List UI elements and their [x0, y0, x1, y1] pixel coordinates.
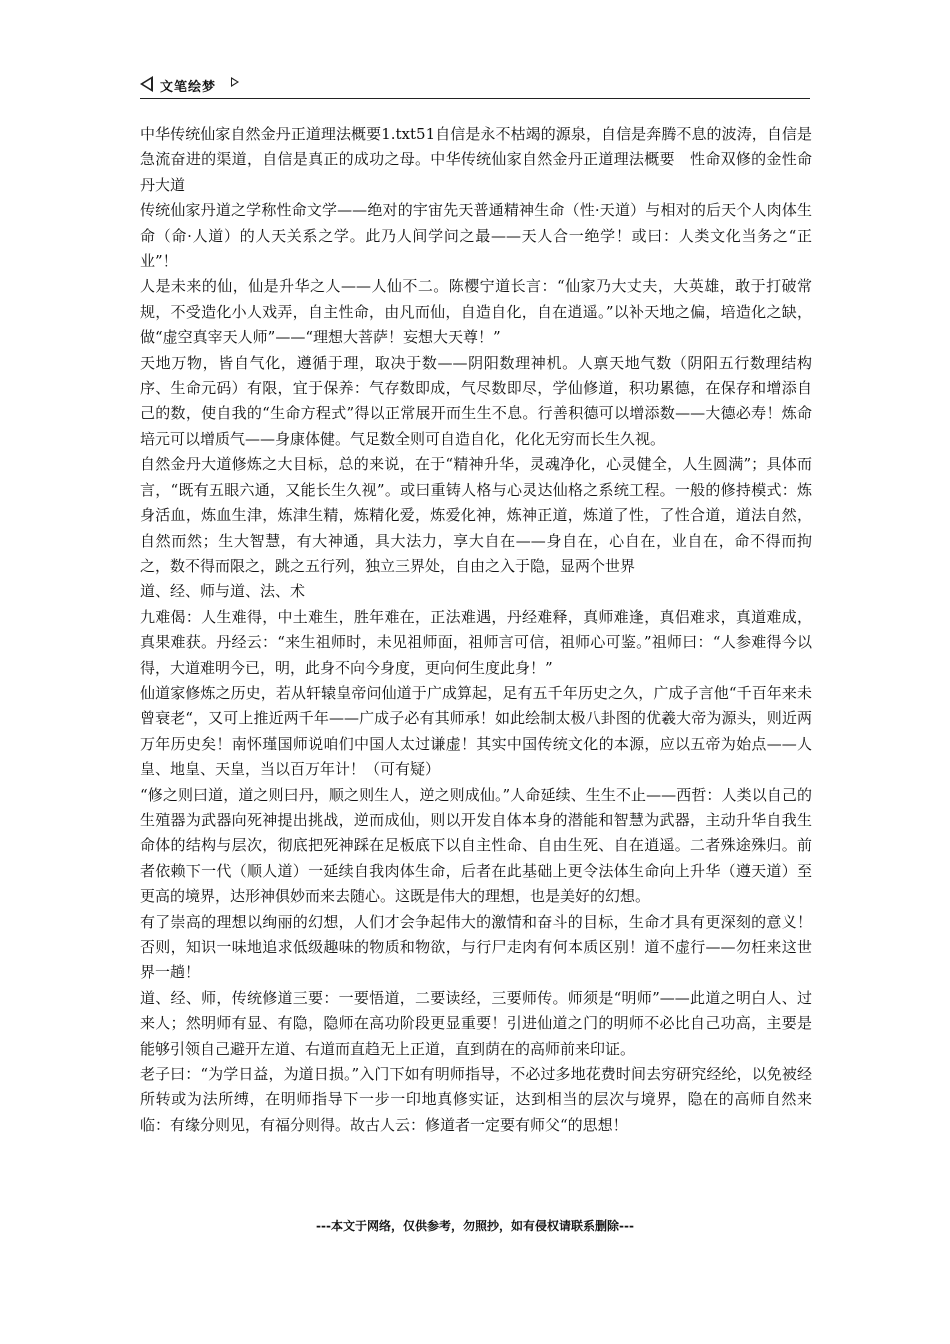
header-brand: 文笔绘梦 — [160, 80, 217, 95]
triangle-right-icon — [231, 77, 239, 87]
document-body — [140, 122, 812, 1138]
page-header — [140, 72, 810, 99]
paragraph: “修之则曰道，道之则曰丹，顺之则生人，逆之则成仙。”人命延续、生生不止——西哲：人类以自己的生殖器为武器向死神提出挑战，逆而成仙，则以开发自体本身的潜能和智慧为武器，主动升华自我生命体的结构与层次，彻底把死神踩在足板底下以自主性命、自由生死、自在逍遥。二者殊途殊归。前者依赖下一代（顺人道）一延续自我肉体生命，后者在此基础上更令法体生命向上升华（遵天道）至更高的境界，达形神俱妙而来去随心。这既是伟大的理想，也是美好的幻想。 — [140, 785, 812, 906]
paragraph: 仙道家修炼之历史，若从轩辕皇帝问仙道于广成算起，足有五千年历史之久，广成子言他“千百年来未曾衰老“，又可上推近两千年——广成子必有其师承！如此绘制太极八卦图的优羲大帝为源头，则近两万年历史矣！南怀瑾国师说咱们中国人太过谦虚！其实中国传统文化的本源，应以五帝为始点——人皇、地皇、天皇，当以百万年计！（可有疑） — [140, 683, 812, 779]
paragraph: 自然金丹大道修炼之大目标，总的来说，在于“精神升华，灵魂净化，心灵健全，人生圆满”；具体而言，“既有五眼六通，又能长生久视”。或曰重铸人格与心灵达仙格之系统工程。一般的修持模式：炼身活血，炼血生津，炼津生精，炼精化爱，炼爱化神，炼神正道，炼道了性，了性合道，道法自然，自然而然；生大智慧，有大神通，具大法力，享大自在——身自在，心自在，业自在，命不得而拘之，数不得而限之，跳之五行列，独立三界处，自由之入于隐，显两个世界 — [140, 455, 812, 575]
paragraph: 人是未来的仙，仙是升华之人——人仙不二。陈樱宁道长言：“仙家乃大丈夫，大英雄，敢于打破常规，不受造化小人戏弄，自主性命，由凡而仙，自造自化，自在逍遥。”以补天地之偏，培造化之缺，做“虚空真宰天人师”——“理想大菩萨！妄想大天尊！” — [140, 277, 812, 347]
paragraph: 天地万物，皆自气化，遵循于理，取决于数——阴阳数理神机。人禀天地气数（阴阳五行数理结构序、生命元码）有限，宜于保养：气存数即成，气尽数即尽，学仙修道，积功累德，在保存和增添自己的数，使自我的“生命方程式”得以正常展开而生生不息。行善积德可以增添数——大德必寿！炼命培元可以增质气——身康体健。气足数全则可自造自化，化化无穷而长生久视。 — [140, 353, 812, 448]
paragraph: 九难偈：人生难得，中土难生，胜年难在，正法难遇，丹经难释，真师难逢，真侣难求，真道难成，真果难获。丹经云：“来生祖师时，未见祖师面，祖师言可信，祖师心可鉴。”祖师曰：“人参难得今以得，大道难明今已，明，此身不向今身度，更向何生度此身！” — [140, 607, 812, 677]
paragraph: 道、经、师，传统修道三要：一要悟道，二要读经，三要师传。师须是“明师”——此道之明白人、过来人；然明师有显、有隐，隐师在高功阶段更显重要！引进仙道之门的明师不必比自己功高，主要是能够引领自己避开左道、右道而直趋无上正道，直到荫在的高师前来印证。 — [140, 988, 812, 1058]
triangle-left-icon — [140, 76, 153, 92]
footer-disclaimer: ---本文于网络，仅供参考，勿照抄，如有侵权请联系删除--- — [316, 1219, 634, 1233]
paragraph: 老子曰：“为学日益，为道日损。”入门下如有明师指导，不必过多地花费时间去穷研究经纶，以免被经所转或为法所缚，在明师指导下一步一印地真修实证，达到相当的层次与境界，隐在的高师自然来临：有缘分则见，有福分则得。故古人云：修道者一定要有师父“的思想！ — [140, 1065, 812, 1134]
paragraph: 有了崇高的理想以绚丽的幻想，人们才会争起伟大的激情和奋斗的目标，生命才具有更深刻的意义！否则，知识一味地追求低级趣味的物质和物欲，与行尸走肉有何本质区别！道不虚行——勿枉来这世界一趟！ — [140, 912, 812, 982]
section-heading: 道、经、师与道、法、术 — [140, 582, 306, 601]
paragraph: 中华传统仙家自然金丹正道理法概要1.txt51自信是永不枯竭的源泉，自信是奔腾不息的波涛，自信是急流奋进的渠道，自信是真正的成功之母。中华传统仙家自然金丹正道理法概要 性命双修的金性命丹大道 — [140, 125, 812, 194]
paragraph: 传统仙家丹道之学称性命文学——绝对的宇宙先天普通精神生命（性·天道）与相对的后天个人肉体生命（命·人道）的人天关系之学。此乃人间学问之最——天人合一绝学！或曰：人类文化当务之“正业”！ — [140, 201, 812, 271]
